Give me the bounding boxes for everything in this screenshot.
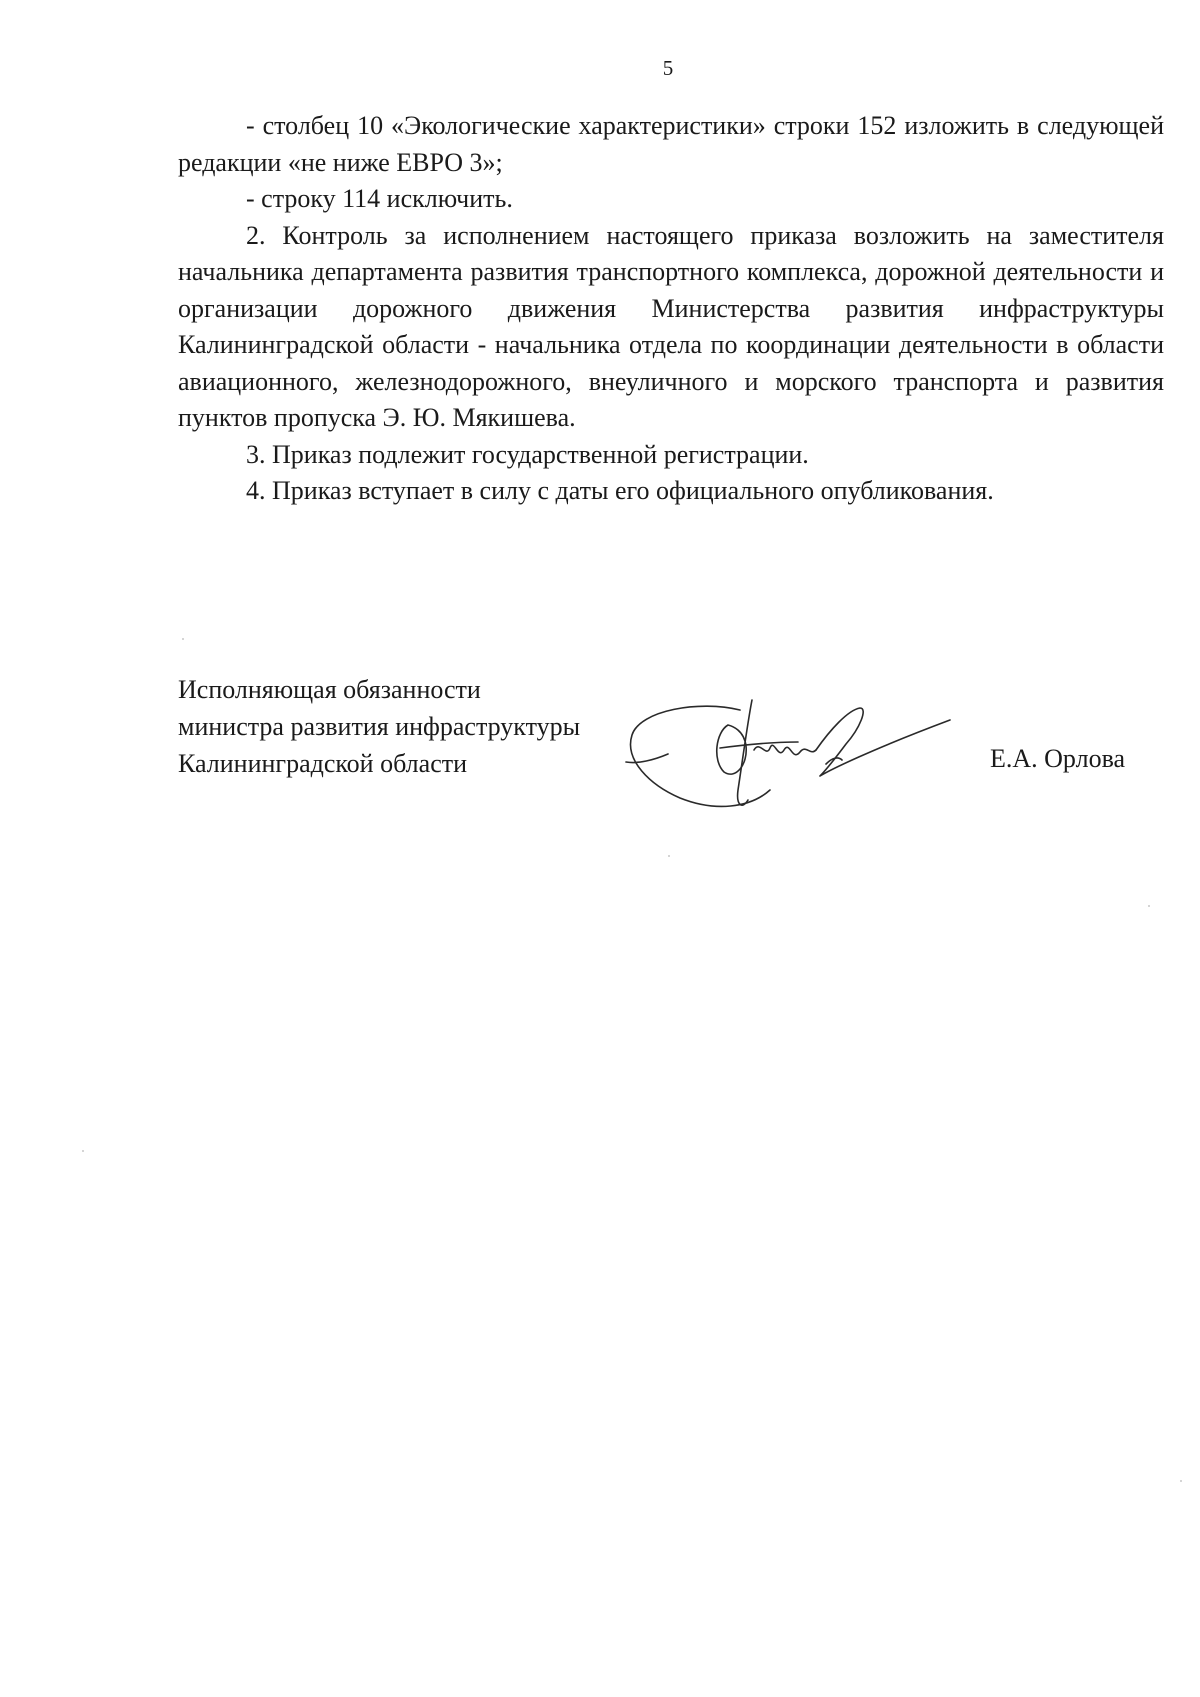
scan-speck xyxy=(668,855,670,857)
paragraph-effective-date: 4. Приказ вступает в силу с даты его официального опубликования. xyxy=(246,476,994,505)
signatory-title-line: Калининградской области xyxy=(178,749,468,778)
paragraph-row-114-remove: - строку 114 исключить. xyxy=(246,184,513,213)
signer-name: Е.А. Орлова xyxy=(990,744,1126,773)
scan-speck xyxy=(1180,1480,1182,1482)
paragraph-state-registration: 3. Приказ подлежит государственной регистрации. xyxy=(246,439,809,469)
scan-speck xyxy=(82,1150,84,1152)
paragraph-column-10-edit: - столбец 10 «Экологические характеристики» строки 152 изложить в следующей редакции «не ниже ЕВРО 3»; xyxy=(178,111,1164,177)
page-number: 5 xyxy=(662,56,674,80)
scan-speck xyxy=(182,638,184,640)
document-body xyxy=(178,108,1164,510)
signatory-title-line: министра развития инфраструктуры xyxy=(178,712,581,741)
signatory-title xyxy=(178,671,580,782)
handwritten-signature-icon xyxy=(620,680,990,820)
scan-speck xyxy=(1148,905,1150,907)
paragraph-control-assignment: 2. Контроль за исполнением настоящего приказа возложить на заместителя начальника департамента развития транспортного комплекса, дорожной деятельности и организации дорожного движения Министерства развития инфраструктуры Калининградской области - начальника отдела по координации деятельности в области авиационного, железнодорожного, внеуличного и морского транспорта и развития пунктов пропуска Э. Ю. Мякишева. xyxy=(178,220,1164,432)
signatory-title-line: Исполняющая обязанности xyxy=(178,675,481,704)
